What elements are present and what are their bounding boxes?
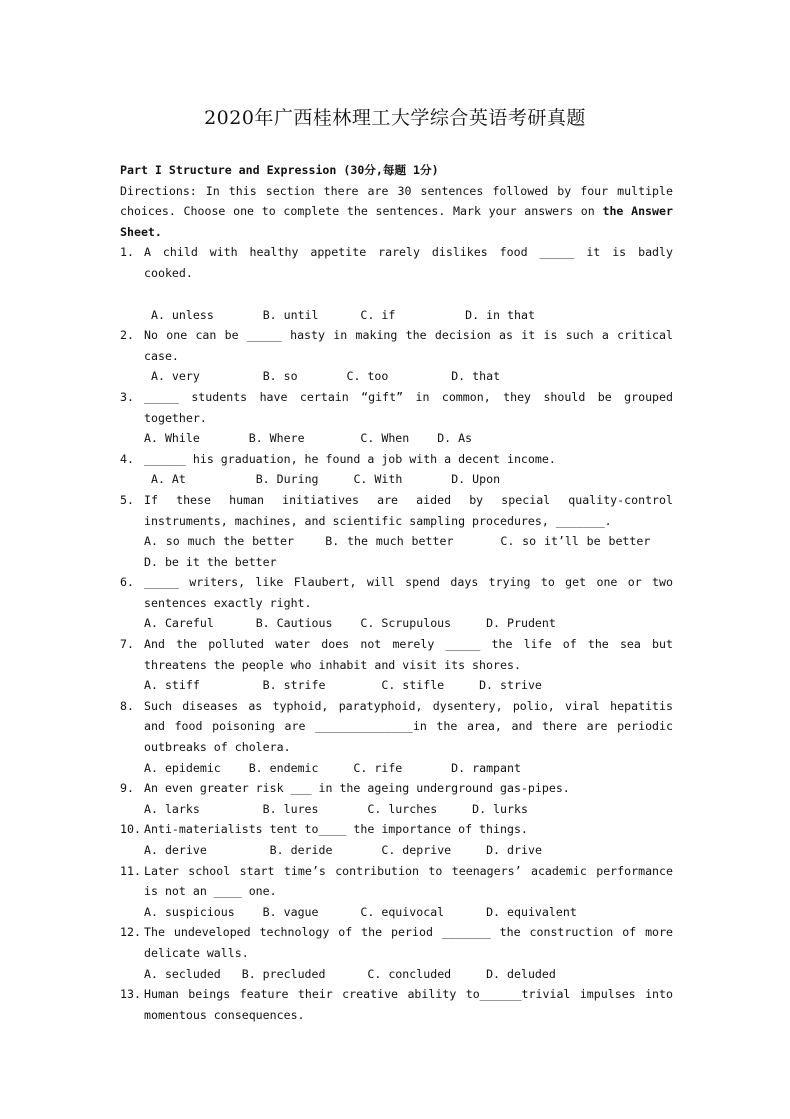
option: B. vague [262,904,319,919]
option: D. deluded [486,966,556,981]
part-heading: Part I Structure and Expression (30分,每题 1分) [120,163,439,177]
question [120,984,673,1025]
question [120,861,673,902]
directions-text: Directions: In this section there are 30 sentences followed by four multiple choices. Choose one to complete the sentences. Mark your answers on [120,183,673,219]
question-number: 5. [120,492,134,507]
option: D. equivalent [486,904,577,919]
question-number: 13. [120,987,141,1002]
option: D. be it the better [144,554,277,569]
question [120,922,673,963]
option: C. so it’ll be better [500,534,651,549]
directions-bold: the Answer Sheet. [120,204,673,239]
option: C. too [346,369,389,384]
option: D. As [437,431,473,446]
question-options [144,469,673,490]
question [120,819,673,840]
option: A. unless [150,307,214,322]
option: D. that [451,369,501,384]
question [120,778,673,799]
option: D. rampant [451,760,521,775]
option: B. During [255,472,319,487]
question-text: Such diseases as typhoid, paratyphoid, dysentery, polio, viral hepatitis and food poisoning are ______________in the area, and there are periodic outbreaks of cholera. [144,698,673,755]
option: B. so [262,369,298,384]
exam-content [120,160,673,1025]
option: A. larks [144,801,200,816]
option: C. With [353,472,403,487]
question [120,634,673,675]
option: C. equivocal [360,904,445,919]
question-number: 6. [120,575,134,590]
option: A. stiff [144,678,200,693]
question-text: And the polluted water does not merely _____ the life of the sea but threatens the people who inhabit and visit its shores. [144,637,673,672]
option: B. Where [248,431,305,446]
question-number: 3. [120,389,134,404]
option: B. strife [262,678,326,693]
option: A. epidemic [144,760,221,775]
question-text: _____ students have certain “gift” in common, they should be grouped together. [144,389,673,425]
option: B. lures [262,801,319,816]
question [120,696,673,758]
option: B. Cautious [255,616,333,631]
question-number: 9. [120,781,134,796]
question-number: 1. [120,245,134,260]
option: A. so much the better [144,534,294,549]
option: C. Scrupulous [360,616,452,631]
option: B. deride [269,843,333,857]
option: B. endemic [248,760,319,775]
option: A. While [144,431,200,446]
option: D. drive [486,843,542,857]
question [120,387,673,428]
question-options [144,531,673,572]
option: A. Careful [144,616,214,631]
question-text: ______ his graduation, he found a job with a decent income. [144,451,556,466]
question-text: Later school start time’s contribution to teenagers’ academic performance is not an ____ one. [144,863,673,899]
question-number: 10. [120,822,141,837]
option: C. deprive [381,843,452,857]
option: B. the much better [325,534,454,549]
question-number: 7. [120,637,134,652]
question-text: A child with healthy appetite rarely dislikes food _____ it is badly cooked. [144,245,673,280]
option: A. derive [144,843,207,857]
question [120,242,673,283]
question-number: 8. [120,698,134,713]
option: D. lurks [472,801,528,816]
question-options [144,305,673,326]
option: D. Prudent [486,616,556,631]
option: B. until [262,307,319,322]
question [120,572,673,613]
question [120,449,673,470]
option: C. stifle [381,678,445,693]
option: C. When [360,431,410,446]
question-options [144,613,673,634]
question-options [144,428,673,449]
question-text: No one can be _____ hasty in making the decision as it is such a critical case. [144,328,673,363]
question-number: 11. [120,863,141,878]
option: C. rife [353,760,403,775]
question-options [144,799,673,820]
option: C. if [360,307,396,322]
option: D. strive [479,678,542,693]
question-options [144,366,673,387]
option: D. in that [465,307,535,322]
question-number: 4. [120,451,134,466]
question-options [144,840,673,861]
option: A. secluded [144,966,221,981]
question-options [144,964,673,985]
question-text: _____ writers, like Flaubert, will spend days trying to get one or two sentences exactly right. [144,575,673,610]
question-number: 12. [120,925,141,940]
option: A. suspicious [144,904,235,919]
question-number: 2. [120,328,134,343]
question [120,490,673,531]
option: A. At [150,472,186,487]
option: C. lurches [367,801,438,816]
question [120,325,673,366]
question-options [144,675,673,696]
question-options [144,758,673,779]
question-text: If these human initiatives are aided by special quality-control instruments, machines, and scientific sampling procedures, _______. [144,492,673,528]
option: B. precluded [241,966,326,981]
option: C. concluded [367,966,452,981]
question-text: Human beings feature their creative ability to______trivial impulses into momentous consequences. [144,987,673,1022]
question-text: An even greater risk ___ in the ageing underground gas-pipes. [144,781,570,796]
option: D. Upon [451,472,501,487]
directions [120,181,673,243]
question-options [144,902,673,923]
question-text: Anti-materialists tent to____ the importance of things. [144,822,528,837]
option: A. very [150,369,200,384]
page-title: 2020年广西桂林理工大学综合英语考研真题 [204,107,586,129]
question-text: The undeveloped technology of the period _______ the construction of more delicate walls. [144,925,673,960]
